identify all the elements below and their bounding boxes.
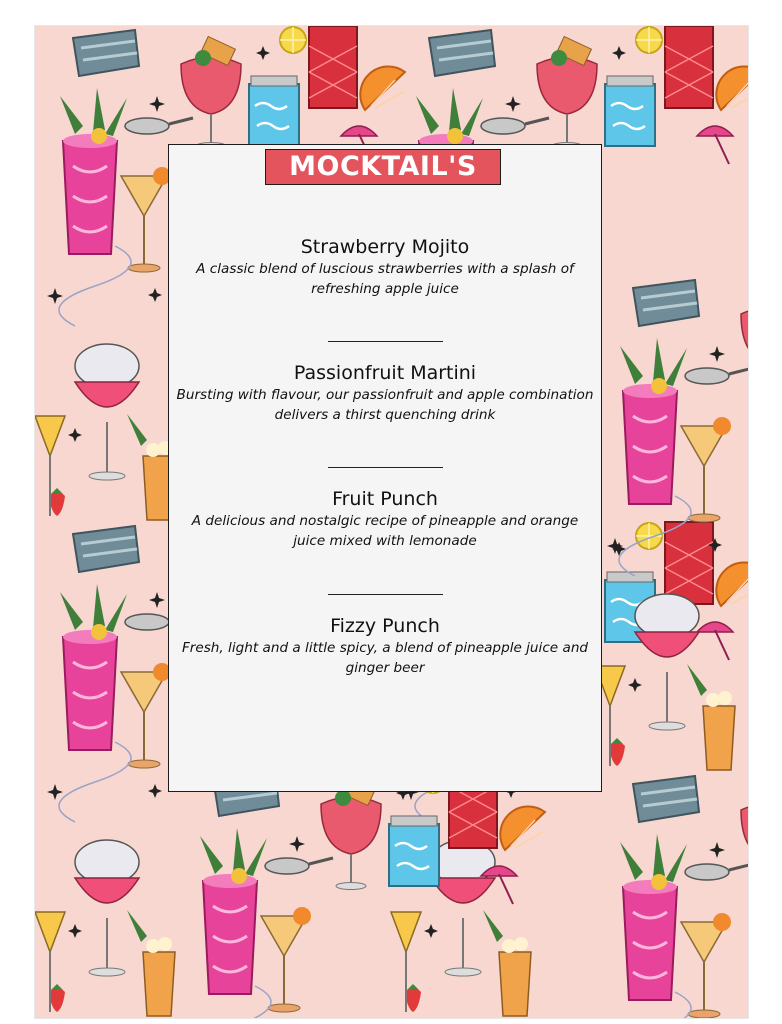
divider xyxy=(328,341,443,342)
menu-item xyxy=(169,614,601,678)
item-name: Fizzy Punch xyxy=(330,615,440,637)
item-description: A delicious and nostalgic recipe of pineapple and orange juice mixed with lemonade xyxy=(191,513,579,549)
wine-glass-icon xyxy=(181,37,241,150)
item-name: Strawberry Mojito xyxy=(300,236,470,258)
orange-slice-icon xyxy=(360,66,405,110)
menu-title: MOCKTAIL'S xyxy=(265,149,501,185)
item-description: Bursting with flavour, our passionfruit and apple combination delivers a thirst quenching drink xyxy=(176,387,594,423)
menu-card xyxy=(168,144,602,792)
item-name: Passionfruit Martini xyxy=(293,362,477,384)
strainer-icon xyxy=(125,118,193,134)
item-description: Fresh, light and a little spicy, a blend of pineapple juice and ginger beer xyxy=(181,640,589,676)
item-name: Fruit Punch xyxy=(332,488,438,510)
lemon-slice-icon xyxy=(280,27,306,53)
dome-glass-icon xyxy=(59,246,139,480)
divider xyxy=(328,467,443,468)
blue-cocktail-glass-icon xyxy=(249,76,299,146)
strawberry-icon xyxy=(49,488,65,516)
shaker-icon xyxy=(73,30,139,76)
divider xyxy=(328,594,443,595)
menu-item xyxy=(169,235,601,299)
menu-item xyxy=(169,487,601,551)
red-crystal-glass-icon xyxy=(309,26,357,108)
item-description: A classic blend of luscious strawberries with a splash of refreshing apple juice xyxy=(196,261,574,297)
menu-item xyxy=(169,361,601,425)
tiki-glass-icon xyxy=(60,88,127,254)
menu-page xyxy=(35,26,748,1018)
